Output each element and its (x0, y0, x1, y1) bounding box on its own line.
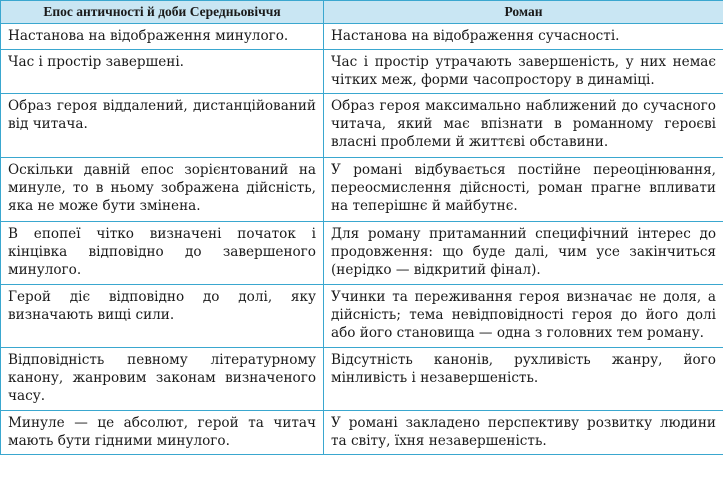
header-novel: Роман (324, 1, 723, 24)
cell-novel: Учинки та переживання героя визначає не доля, а дійсність; тема невідповідності героя до його долі або його становища — одна з головних тем роману. (324, 285, 723, 348)
table-row (1, 285, 723, 348)
cell-novel: Відсутність канонів, рухливість жанру, його мінливість і незавершеність. (324, 348, 723, 411)
cell-epic: Настанова на відображення минулого. (1, 24, 324, 50)
cell-epic: В епопеї чітко визначені початок і кінцівка відповідно до завершеного минулого. (1, 222, 324, 285)
cell-novel: У романі відбувається постійне переоцінювання, переосмислення дійсності, роман прагне впливати на теперішнє й майбутнє. (324, 158, 723, 222)
cell-epic: Відповідність певному літературному канону, жанровим законам визначеного часу. (1, 348, 324, 411)
cell-novel: Для роману притаманний специфічний інтерес до продовження: що буде далі, чим усе закінчиться (нерідко — відкритий фінал). (324, 222, 723, 285)
cell-novel: Образ героя максимально наближений до сучасного читача, який має впізнати в романному героєві власні проблеми й життєві обставини. (324, 94, 723, 158)
cell-epic: Оскільки давній епос зорієнтований на минуле, то в ньому зображена дійсність, яка не може бути змінена. (1, 158, 324, 222)
header-epic: Епос античності й доби Середньовіччя (1, 1, 324, 24)
header-row (1, 1, 723, 24)
table-row (1, 411, 723, 455)
table-row (1, 50, 723, 94)
cell-epic: Образ героя віддалений, дистанційований від читача. (1, 94, 324, 158)
table-row (1, 348, 723, 411)
table-row (1, 222, 723, 285)
cell-novel: Час і простір утрачають завершеність, у них немає чітких меж, форми часопростору в динаміці. (324, 50, 723, 94)
table-row (1, 94, 723, 158)
table-row (1, 158, 723, 222)
cell-epic: Герой діє відповідно до долі, яку визначають вищі сили. (1, 285, 324, 348)
cell-epic: Час і простір завершені. (1, 50, 324, 94)
cell-novel: Настанова на відображення сучасності. (324, 24, 723, 50)
table-row (1, 24, 723, 50)
cell-novel: У романі закладено перспективу розвитку людини та світу, їхня незавершеність. (324, 411, 723, 455)
cell-epic: Минуле — це абсолют, герой та читач мають бути гідними минулого. (1, 411, 324, 455)
